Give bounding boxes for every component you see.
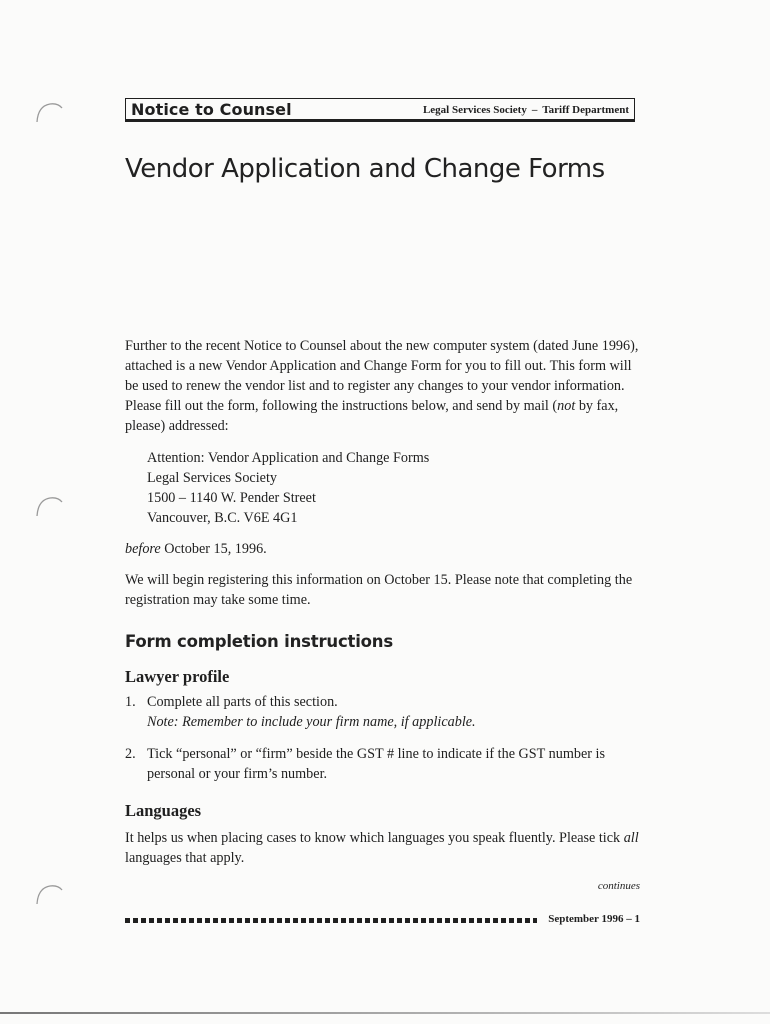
binder-hole-icon [34,882,64,906]
header-organization-line [423,104,629,116]
intro-paragraph [125,336,645,436]
languages-heading: Languages [125,801,202,820]
footer-date-page: September 1996 – 1 [548,913,640,925]
address-line: Attention: Vendor Application and Change Forms [147,450,430,466]
deadline-text: October 15, 1996. [160,541,267,557]
address-line: Legal Services Society [147,470,278,486]
header-organization: Legal Services Society [422,104,527,116]
continues-label: continues [597,880,640,892]
registration-note: We will begin registering this information on October 15. Please note that completing the registration may take some time. [125,572,633,608]
languages-emphasis: all [623,830,639,846]
languages-text-part1: It helps us when placing cases to know which languages you speak fluently. Please tick [125,830,624,846]
intro-text-part2: by fax, please) addressed: [125,398,619,434]
list-item [125,744,645,784]
scan-edge-line [0,1012,770,1014]
notice-header [125,98,635,122]
instructions-heading: Form completion instructions [125,632,393,651]
languages-paragraph [125,828,645,868]
mailing-address [147,448,429,528]
list-note: Note: Remember to include your firm name, if applicable. [147,714,476,730]
deadline-emphasis: before [125,541,161,557]
intro-emphasis: not [557,398,576,414]
list-text: Complete all parts of this section. [147,694,338,710]
page-footer [125,913,640,929]
binder-hole-icon [34,494,64,518]
list-text: Tick “personal” or “firm” beside the GST # line to indicate if the GST number is personal or your firm’s number. [147,746,605,782]
lawyer-profile-heading: Lawyer profile [125,667,230,686]
document-title: Vendor Application and Change Forms [125,154,605,184]
dotted-rule [125,918,537,923]
list-number: 2. [125,746,136,762]
address-line: Vancouver, B.C. V6E 4G1 [147,510,298,526]
list-item [125,692,645,732]
header-separator: – [531,104,538,116]
header-title: Notice to Counsel [131,100,292,119]
header-department: Tariff Department [542,104,629,116]
binder-hole-icon [34,100,64,124]
deadline-line [125,539,645,559]
languages-text-part2: languages that apply. [125,850,245,866]
intro-text-part1: Further to the recent Notice to Counsel about the new computer system (dated June 1996), attached is a new Vendor Application and Change Form for you to fill out. This form will be used to renew the vendor list and to register any changes to your vendor information. Please fill out the form, following the instructions below, and send by mail ( [125,338,639,414]
address-line: 1500 – 1140 W. Pender Street [147,490,316,506]
list-number: 1. [125,694,136,710]
